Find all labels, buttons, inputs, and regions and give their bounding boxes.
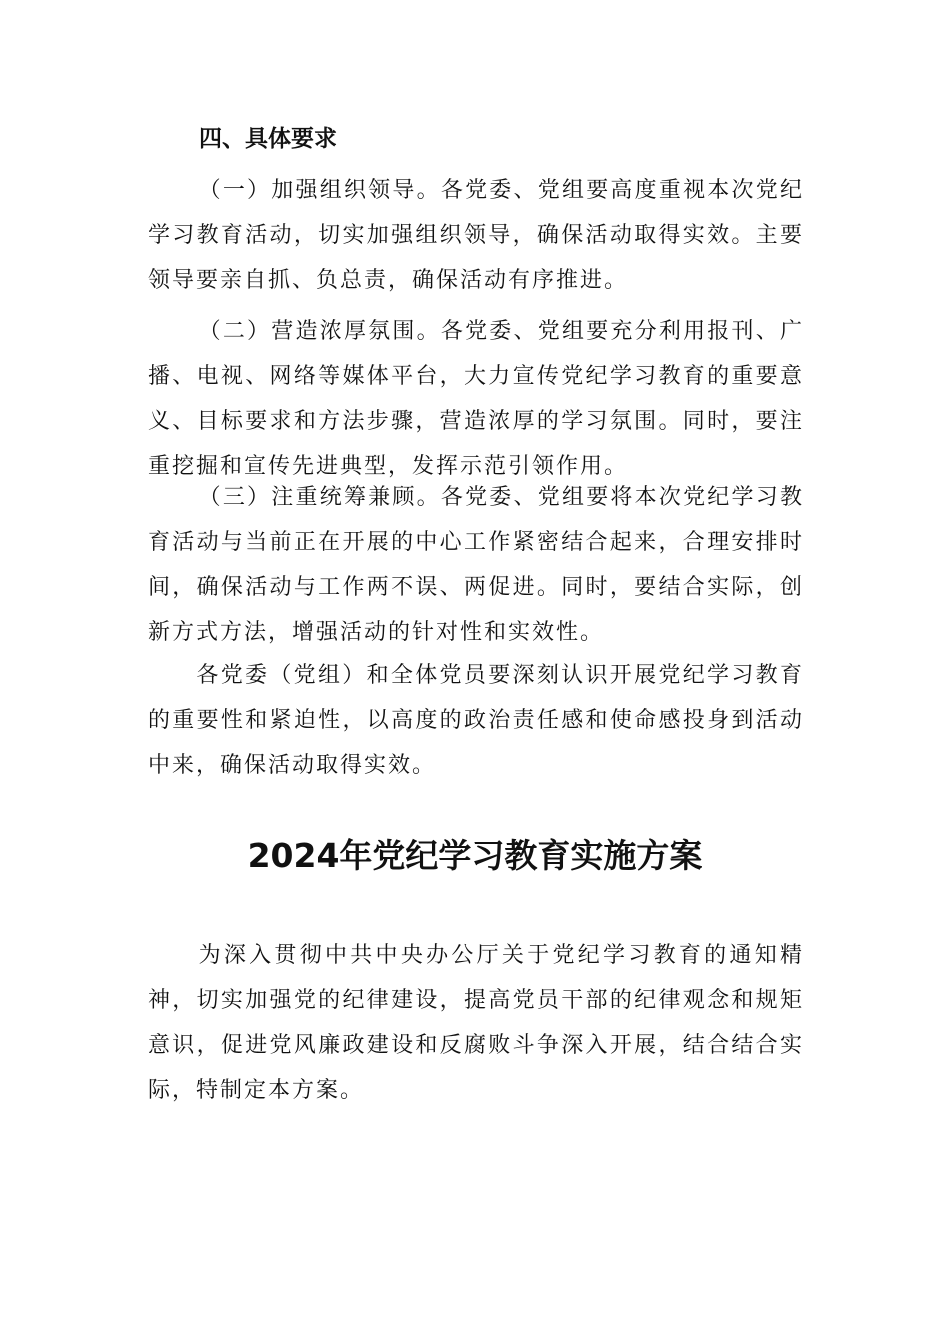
requirement-paragraph-2: （二）营造浓厚氛围。各党委、党组要充分利用报刊、广播、电视、网络等媒体平台，大力宣传党纪学习教育的重要意义、目标要求和方法步骤，营造浓厚的学习氛围。同时，要注重挖掘和宣传先进典型，发挥示范引领作用。 [148, 319, 804, 479]
requirement-paragraph-3: （三）注重统筹兼顾。各党委、党组要将本次党纪学习教育活动与当前正在开展的中心工作紧密结合起来，合理安排时间，确保活动与工作两不误、两促进。同时，要结合实际，创新方式方法，增强活动的针对性和实效性。 [148, 485, 804, 645]
requirement-paragraph-1: （一）加强组织领导。各党委、党组要高度重视本次党纪学习教育活动，切实加强组织领导，确保活动取得实效。主要领导要亲自抓、负总责，确保活动有序推进。 [148, 178, 804, 293]
intro-paragraph: 为深入贯彻中共中央办公厅关于党纪学习教育的通知精神，切实加强党的纪律建设，提高党员干部的纪律观念和规矩意识，促进党风廉政建设和反腐败斗争深入开展，结合结合实际，特制定本方案。 [148, 943, 804, 1103]
closing-paragraph: 各党委（党组）和全体党员要深刻认识开展党纪学习教育的重要性和紧迫性，以高度的政治责任感和使命感投身到活动中来，确保活动取得实效。 [148, 663, 804, 778]
document-title: 2024年党纪学习教育实施方案 [247, 836, 703, 875]
section-heading: 四、具体要求 [199, 126, 337, 152]
